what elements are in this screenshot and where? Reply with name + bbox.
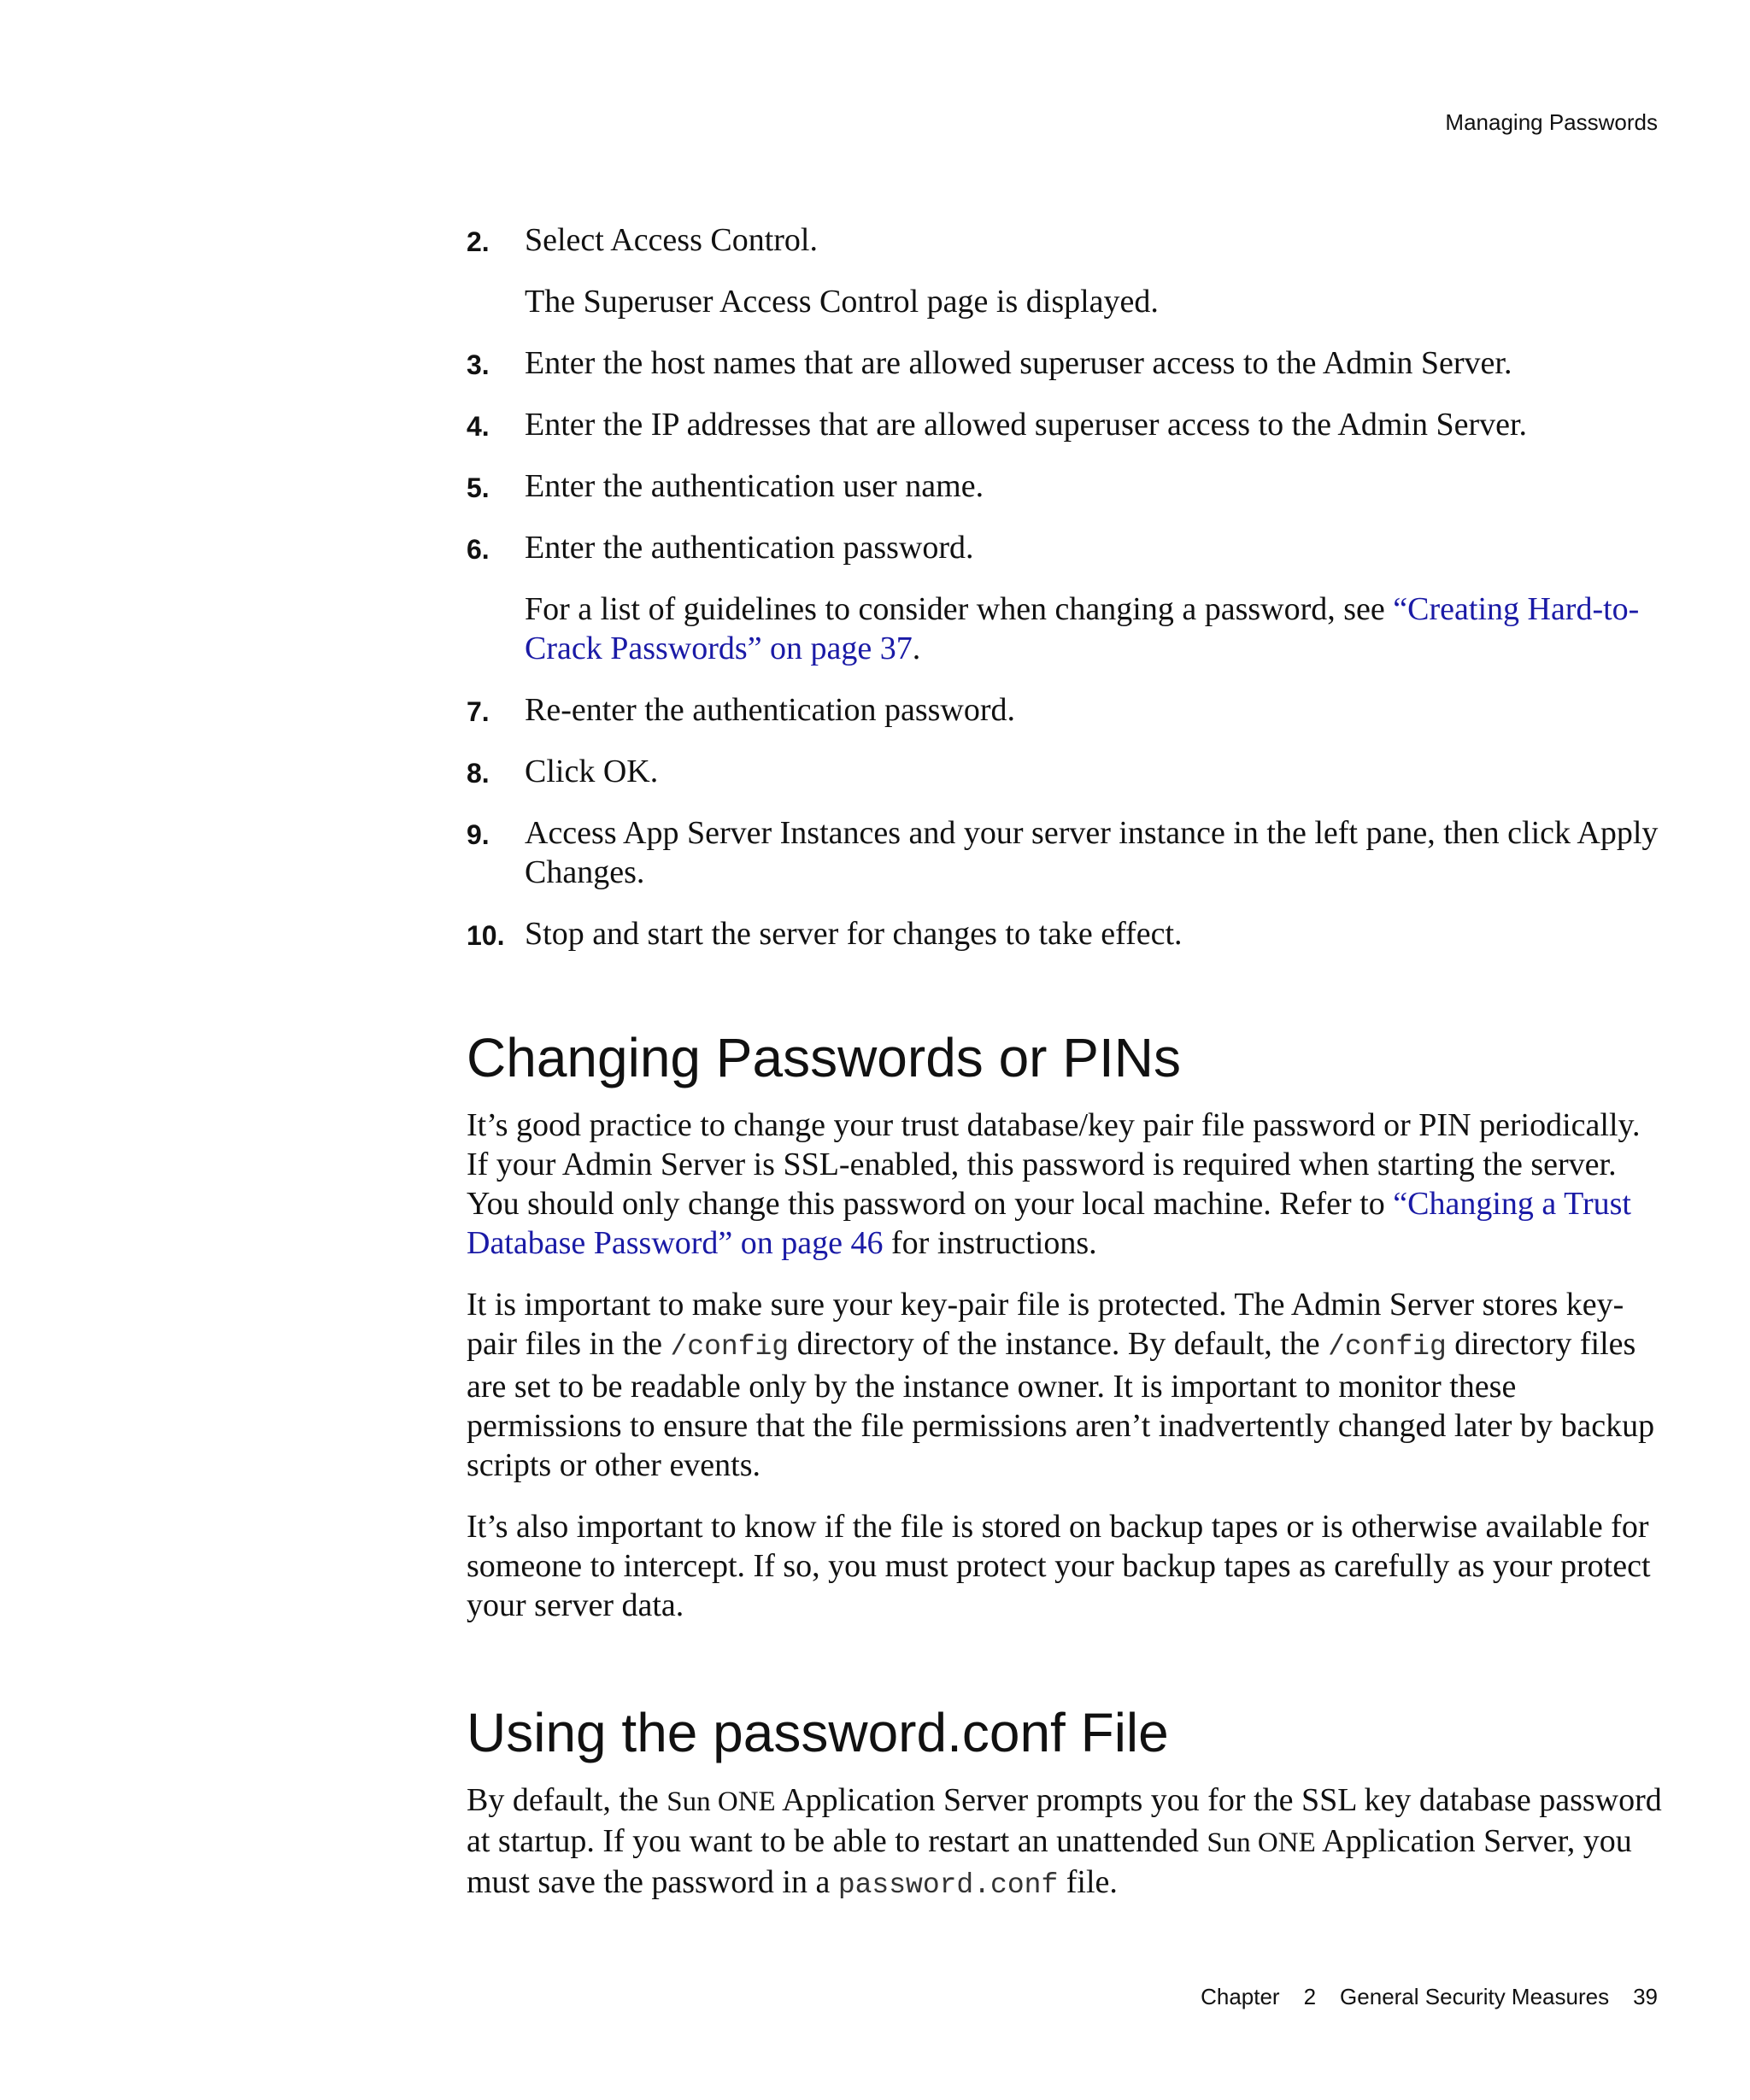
paragraph-text: directory of the instance. By default, the — [789, 1326, 1329, 1362]
section-heading-password-conf: Using the password.conf File — [467, 1702, 1169, 1763]
step-text: Access App Server Instances and your server instance in the left pane, then click Apply Changes. — [525, 815, 1659, 890]
code-path: /config — [1328, 1331, 1447, 1363]
step-text: Enter the IP addresses that are allowed superuser access to the Admin Server. — [525, 407, 1528, 443]
step-text: Enter the authentication user name. — [525, 468, 984, 504]
step-7 — [467, 690, 1663, 730]
step-note — [525, 590, 1663, 668]
step-number: 10. — [467, 920, 505, 951]
step-text: Enter the authentication password. — [525, 530, 974, 566]
step-text: Select Access Control. — [525, 222, 818, 258]
step-number: 7. — [467, 696, 490, 727]
step-5 — [467, 466, 1663, 506]
paragraph-text: file. — [1058, 1864, 1118, 1900]
step-number: 8. — [467, 758, 490, 789]
step-10 — [467, 914, 1663, 953]
footer-chapter-title: General Security Measures — [1340, 1984, 1610, 2009]
paragraph-text: Application Server prompts you for the SSL key database password at startup. If you want to be able to restart an unattended — [467, 1782, 1662, 1859]
paragraph-text: It is important to make sure your key-pair file is protected. The Admin Server stores key-pair files in the — [467, 1287, 1624, 1362]
paragraph: It’s also important to know if the file is stored on backup tapes or is otherwise available for someone to intercept. If so, you must protect your backup tapes as carefully as your protect your server data. — [467, 1509, 1651, 1623]
cross-reference-link[interactable]: “Creating Hard-to-Crack Passwords” on page 37 — [525, 591, 1640, 666]
footer-chapter-label: Chapter — [1201, 1984, 1280, 2009]
note-text-end: . — [912, 631, 921, 666]
paragraph-text-end: for instructions. — [883, 1225, 1097, 1261]
paragraph-text: directory files are set to be readable only by the instance owner. It is important to monitor these permissions to ensure that the file permissions aren’t inadvertently changed later by backup scripts or other events. — [467, 1326, 1655, 1483]
step-number: 4. — [467, 411, 490, 442]
page-content — [467, 220, 1663, 1927]
footer-chapter-number: 2 — [1303, 1984, 1317, 2009]
page-number: 39 — [1633, 1984, 1658, 2009]
step-text: Re-enter the authentication password. — [525, 692, 1016, 728]
paragraph-text: By default, the — [467, 1782, 667, 1818]
step-number: 6. — [467, 534, 490, 565]
step-8 — [467, 752, 1663, 791]
step-number: 5. — [467, 472, 490, 503]
step-text: Click OK. — [525, 754, 659, 789]
code-path: /config — [670, 1331, 790, 1363]
step-2 — [467, 220, 1663, 321]
step-text: Stop and start the server for changes to take effect. — [525, 916, 1183, 952]
paragraph-text: It’s good practice to change your trust database/key pair file password or PIN periodically. If your Admin Server is SSL-enabled, this password is required when starting the server. You should only change this password on your local machine. Refer to — [467, 1107, 1641, 1222]
paragraph — [467, 1285, 1663, 1485]
product-name: Sun ONE — [1207, 1827, 1316, 1858]
paragraph-text: Application Server, you must save the password in a — [467, 1823, 1632, 1900]
step-9 — [467, 813, 1663, 892]
note-text: For a list of guidelines to consider when changing a password, see — [525, 591, 1394, 627]
step-note: The Superuser Access Control page is displayed. — [525, 284, 1159, 320]
step-6 — [467, 528, 1663, 668]
step-number: 3. — [467, 349, 490, 380]
step-text: Enter the host names that are allowed superuser access to the Admin Server. — [525, 345, 1512, 381]
code-filename: password.conf — [837, 1869, 1059, 1901]
step-number: 9. — [467, 819, 490, 850]
page-footer — [1177, 1984, 1658, 2010]
cross-reference-link[interactable]: “Changing a Trust Database Password” on page 46 — [467, 1186, 1631, 1261]
procedure-steps — [467, 220, 1663, 953]
paragraph — [467, 1106, 1663, 1263]
section-heading-changing-passwords: Changing Passwords or PINs — [467, 1027, 1181, 1088]
step-4 — [467, 405, 1663, 444]
running-header: Managing Passwords — [1445, 109, 1658, 135]
paragraph — [467, 1780, 1663, 1905]
step-number: 2. — [467, 226, 490, 257]
product-name: Sun ONE — [667, 1786, 776, 1817]
step-3 — [467, 343, 1663, 383]
